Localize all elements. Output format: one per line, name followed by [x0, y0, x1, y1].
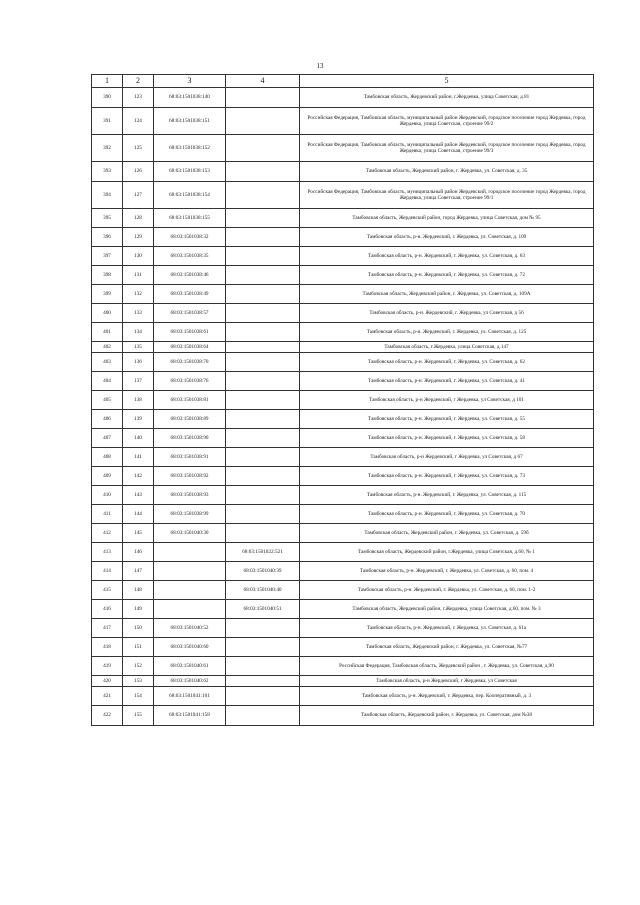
table-row [92, 600, 594, 619]
cadastral-number-cell: 68:03:1501038:49 [154, 285, 226, 304]
linked-cadastral-number-cell [226, 182, 300, 209]
table-row [92, 543, 594, 562]
linked-cadastral-number-cell [226, 524, 300, 543]
address-cell: Тамбовская область, Жердевский район, г.Жердевка, улица Советская, д.60, № 1 [300, 543, 594, 562]
linked-cadastral-number-cell [226, 706, 300, 726]
address-cell: Тамбовская область, р-н. Жердевский, г. Жердевка, ул Советская, д 56 [300, 304, 594, 323]
cadastral-number-cell: 68:03:1501038:61 [154, 323, 226, 342]
cadastral-number-cell: 68:03:1501038:154 [154, 182, 226, 209]
linked-cadastral-number-cell [226, 448, 300, 467]
table-row [92, 372, 594, 391]
table-row [92, 108, 594, 135]
sub-number-cell: 144 [123, 505, 154, 524]
table-body [92, 88, 594, 726]
linked-cadastral-number-cell [226, 247, 300, 266]
row-number-cell: 413 [92, 543, 123, 562]
row-number-cell: 411 [92, 505, 123, 524]
sub-number-cell: 140 [123, 429, 154, 448]
address-cell: Тамбовская область, р-н. Жердевский, г. Жердевка, ул. Советская, д. 109 [300, 228, 594, 247]
linked-cadastral-number-cell [226, 342, 300, 353]
sub-number-cell: 133 [123, 304, 154, 323]
row-number-cell: 400 [92, 304, 123, 323]
address-cell: Тамбовская область, р-н. Жердевский, г. Жердевка, ул. Советская, д. 70 [300, 505, 594, 524]
row-number-cell: 396 [92, 228, 123, 247]
row-number-cell: 416 [92, 600, 123, 619]
table-row [92, 676, 594, 687]
address-cell: Тамбовская область, р-н. Жердевский, г. Жердевка, ул. Советская, д. 41 [300, 372, 594, 391]
cadastral-number-cell: 68:03:1501040:61 [154, 657, 226, 676]
table-row [92, 323, 594, 342]
linked-cadastral-number-cell [226, 657, 300, 676]
address-cell: Российская Федерация, Тамбовская область, Жердевский район , г. Жердевка, ул. Советская, д.90 [300, 657, 594, 676]
address-cell: Тамбовская область, р-н Жердевский, г Жердевка, ул Советская [300, 676, 594, 687]
linked-cadastral-number-cell [226, 135, 300, 162]
cadastral-number-cell [154, 543, 226, 562]
linked-cadastral-number-cell [226, 266, 300, 285]
cadastral-number-cell: 68:03:1501038:89 [154, 410, 226, 429]
cadastral-number-cell: 68:03:1501038:99 [154, 505, 226, 524]
table-row [92, 266, 594, 285]
sub-number-cell: 145 [123, 524, 154, 543]
linked-cadastral-number-cell [226, 209, 300, 228]
table-row [92, 391, 594, 410]
sub-number-cell: 147 [123, 562, 154, 581]
cadastral-number-cell: 68:03:1501038:57 [154, 304, 226, 323]
linked-cadastral-number-cell [226, 323, 300, 342]
address-cell: Тамбовская область, Жердевский район, г. Жердевка, ул. Советская, д. 59б [300, 524, 594, 543]
table-row [92, 304, 594, 323]
cadastral-number-cell [154, 600, 226, 619]
linked-cadastral-number-cell: 68:03:1501040:40 [226, 581, 300, 600]
row-number-cell: 395 [92, 209, 123, 228]
table-row [92, 342, 594, 353]
cadastral-number-cell: 68:03:1501038:64 [154, 342, 226, 353]
table-row [92, 410, 594, 429]
address-cell: Российская Федерация, Тамбовская область, муниципальный район Жердевский, городское поселение город Жердевка, город Жердевка, улица Советская, строение 99/3 [300, 135, 594, 162]
address-cell: Тамбовская область, р-н. Жердевский, г. Жердевка, ул. Советская, д. 60, пом. 4 [300, 562, 594, 581]
sub-number-cell: 150 [123, 619, 154, 638]
address-cell: Тамбовская область, р-н Жердевский, г Жердевка, ул Советская, д 101 [300, 391, 594, 410]
row-number-cell: 390 [92, 88, 123, 108]
row-number-cell: 399 [92, 285, 123, 304]
row-number-cell: 406 [92, 410, 123, 429]
linked-cadastral-number-cell [226, 285, 300, 304]
address-cell: Тамбовская область, р-н Жердевский, г Жердевка, ул Советская, д 67 [300, 448, 594, 467]
row-number-cell: 419 [92, 657, 123, 676]
linked-cadastral-number-cell [226, 353, 300, 372]
row-number-cell: 410 [92, 486, 123, 505]
address-cell: Тамбовская область, р-н. Жердевский, г. Жердевка, пер. Кооперативный, д. 3 [300, 687, 594, 706]
linked-cadastral-number-cell [226, 391, 300, 410]
column-header: 3 [154, 75, 226, 88]
row-number-cell: 414 [92, 562, 123, 581]
table-row [92, 505, 594, 524]
row-number-cell: 402 [92, 342, 123, 353]
sub-number-cell: 130 [123, 247, 154, 266]
address-cell: Тамбовская область, р-н. Жердевский, г. Жердевка, ул. Советская, д. 60, пом. 1-2 [300, 581, 594, 600]
linked-cadastral-number-cell: 68:03:1501022:521 [226, 543, 300, 562]
table-row [92, 209, 594, 228]
sub-number-cell: 138 [123, 391, 154, 410]
cadastral-number-cell: 68:03:1501038:35 [154, 247, 226, 266]
linked-cadastral-number-cell [226, 410, 300, 429]
sub-number-cell: 151 [123, 638, 154, 657]
address-cell: Тамбовская область, Жердевский район, г.Жердевка, улица Советская, д.81 [300, 88, 594, 108]
row-number-cell: 420 [92, 676, 123, 687]
address-cell: Российская Федерация, Тамбовская область, муниципальный район Жердевский, городское поселение город Жердевка, город Жердевка, улица Советская, строение 99/1 [300, 182, 594, 209]
table-row [92, 429, 594, 448]
row-number-cell: 404 [92, 372, 123, 391]
sub-number-cell: 129 [123, 228, 154, 247]
table-header-row [92, 75, 594, 88]
sub-number-cell: 126 [123, 162, 154, 182]
row-number-cell: 394 [92, 182, 123, 209]
cadastral-number-cell: 68:03:1501038:46 [154, 266, 226, 285]
linked-cadastral-number-cell [226, 619, 300, 638]
table-row [92, 657, 594, 676]
cadastral-number-cell: 68:03:1501038:91 [154, 448, 226, 467]
linked-cadastral-number-cell: 68:03:1501040:39 [226, 562, 300, 581]
column-header: 5 [300, 75, 594, 88]
table-row [92, 638, 594, 657]
table-row [92, 353, 594, 372]
address-cell: Тамбовская область, Жердевский район, город Жердевка, улица Советская, дом № 95 [300, 209, 594, 228]
sub-number-cell: 128 [123, 209, 154, 228]
row-number-cell: 412 [92, 524, 123, 543]
cadastral-number-cell: 68:03:1501040:52 [154, 619, 226, 638]
cadastral-number-cell: 68:03:1501038:81 [154, 391, 226, 410]
address-cell: Тамбовская область, Жердевский район, г. Жердевка, ул. Советская, №77 [300, 638, 594, 657]
sub-number-cell: 154 [123, 687, 154, 706]
registry-table [91, 74, 594, 726]
table-row [92, 581, 594, 600]
table-row [92, 524, 594, 543]
address-cell: Тамбовская область, р-н. Жердевский, г. Жердевка, ул. Советская, д. 58 [300, 429, 594, 448]
sub-number-cell: 146 [123, 543, 154, 562]
linked-cadastral-number-cell [226, 486, 300, 505]
table-row [92, 135, 594, 162]
address-cell: Тамбовская область, Жердевский район, г.Жердевка, улица Советская, д.60, пом. № 3 [300, 600, 594, 619]
row-number-cell: 403 [92, 353, 123, 372]
sub-number-cell: 135 [123, 342, 154, 353]
address-cell: Тамбовская область, г.Жердевка, улица Советская, д.147 [300, 342, 594, 353]
column-header: 1 [92, 75, 123, 88]
sub-number-cell: 141 [123, 448, 154, 467]
address-cell: Тамбовская область, р-н. Жердевский, г. Жердевка, ул. Советская, д. 72 [300, 266, 594, 285]
row-number-cell: 401 [92, 323, 123, 342]
linked-cadastral-number-cell [226, 372, 300, 391]
sub-number-cell: 149 [123, 600, 154, 619]
sub-number-cell: 139 [123, 410, 154, 429]
row-number-cell: 422 [92, 706, 123, 726]
cadastral-number-cell: 68:03:1501041:101 [154, 687, 226, 706]
cadastral-number-cell [154, 581, 226, 600]
table-row [92, 486, 594, 505]
column-header: 2 [123, 75, 154, 88]
sub-number-cell: 142 [123, 467, 154, 486]
sub-number-cell: 124 [123, 108, 154, 135]
table-row [92, 247, 594, 266]
row-number-cell: 393 [92, 162, 123, 182]
sub-number-cell: 153 [123, 676, 154, 687]
linked-cadastral-number-cell [226, 304, 300, 323]
cadastral-number-cell: 68:03:1501038:76 [154, 372, 226, 391]
linked-cadastral-number-cell [226, 638, 300, 657]
table-row [92, 687, 594, 706]
address-cell: Тамбовская область, р-н. Жердевский, г. Жердевка, ул. Советская, д. 62 [300, 353, 594, 372]
row-number-cell: 391 [92, 108, 123, 135]
cadastral-number-cell: 68:03:1501040:30 [154, 524, 226, 543]
cadastral-number-cell: 68:03:1501038:140 [154, 88, 226, 108]
row-number-cell: 409 [92, 467, 123, 486]
row-number-cell: 407 [92, 429, 123, 448]
cadastral-number-cell: 68:03:1501038:151 [154, 108, 226, 135]
row-number-cell: 417 [92, 619, 123, 638]
table-row [92, 448, 594, 467]
row-number-cell: 392 [92, 135, 123, 162]
cadastral-number-cell: 68:03:1501041:158 [154, 706, 226, 726]
cadastral-number-cell: 68:03:1501038:155 [154, 209, 226, 228]
cadastral-number-cell: 68:03:1501038:92 [154, 467, 226, 486]
sub-number-cell: 125 [123, 135, 154, 162]
cadastral-number-cell: 68:03:1501038:93 [154, 486, 226, 505]
row-number-cell: 408 [92, 448, 123, 467]
address-cell: Тамбовская область, Жердевский район, г. Жердевка, ул. Советская, д. 109А [300, 285, 594, 304]
address-cell: Тамбовская область, р-н. Жердевский, г. Жердевка, ул. Советская, д. 61а [300, 619, 594, 638]
sub-number-cell: 148 [123, 581, 154, 600]
linked-cadastral-number-cell [226, 505, 300, 524]
table-row [92, 562, 594, 581]
table-row [92, 88, 594, 108]
sub-number-cell: 155 [123, 706, 154, 726]
address-cell: Тамбовская область, Жердевский район, г. Жердевка, ул. Советская, д. 35 [300, 162, 594, 182]
sub-number-cell: 127 [123, 182, 154, 209]
table-row [92, 285, 594, 304]
linked-cadastral-number-cell [226, 467, 300, 486]
sub-number-cell: 136 [123, 353, 154, 372]
table-row [92, 228, 594, 247]
row-number-cell: 421 [92, 687, 123, 706]
row-number-cell: 415 [92, 581, 123, 600]
sub-number-cell: 134 [123, 323, 154, 342]
cadastral-number-cell: 68:03:1501040:60 [154, 638, 226, 657]
cadastral-number-cell: 68:03:1501038:90 [154, 429, 226, 448]
table-row [92, 182, 594, 209]
sub-number-cell: 123 [123, 88, 154, 108]
row-number-cell: 405 [92, 391, 123, 410]
cadastral-number-cell [154, 562, 226, 581]
sub-number-cell: 137 [123, 372, 154, 391]
row-number-cell: 398 [92, 266, 123, 285]
linked-cadastral-number-cell [226, 88, 300, 108]
linked-cadastral-number-cell [226, 108, 300, 135]
linked-cadastral-number-cell [226, 687, 300, 706]
address-cell: Тамбовская область, р-н. Жердевский, г. Жердевка, ул. Советская, д. 125 [300, 323, 594, 342]
address-cell: Тамбовская область, Жердевский район, г. Жердевка, ул. Советская, дом №38 [300, 706, 594, 726]
linked-cadastral-number-cell [226, 676, 300, 687]
cadastral-number-cell: 68:03:1501038:152 [154, 135, 226, 162]
address-cell: Российская Федерация, Тамбовская область, муниципальный район Жердевский, городское поселение город Жердевка, город Жердевка, улица Советская, строение 99/2 [300, 108, 594, 135]
page-number: 13 [316, 62, 324, 70]
cadastral-number-cell: 68:03:1501038:32 [154, 228, 226, 247]
row-number-cell: 418 [92, 638, 123, 657]
address-cell: Тамбовская область, р-н. Жердевский, г. Жердевка, ул. Советская, д. 73 [300, 467, 594, 486]
sub-number-cell: 132 [123, 285, 154, 304]
linked-cadastral-number-cell [226, 162, 300, 182]
linked-cadastral-number-cell [226, 228, 300, 247]
cadastral-number-cell: 68:03:1501040:62 [154, 676, 226, 687]
address-cell: Тамбовская область, р-н. Жердевский, г. Жердевка, ул. Советская, д. 63 [300, 247, 594, 266]
sub-number-cell: 143 [123, 486, 154, 505]
sub-number-cell: 131 [123, 266, 154, 285]
table-row [92, 706, 594, 726]
table-row [92, 162, 594, 182]
column-header: 4 [226, 75, 300, 88]
linked-cadastral-number-cell [226, 429, 300, 448]
sub-number-cell: 152 [123, 657, 154, 676]
table-row [92, 467, 594, 486]
address-cell: Тамбовская область, р-н. Жердевский, г. Жердевка, ул. Советская, д. 115 [300, 486, 594, 505]
address-cell: Тамбовская область, р-н. Жердевский, г. Жердевка, ул. Советская, д. 55 [300, 410, 594, 429]
cadastral-number-cell: 68:03:1501038:70 [154, 353, 226, 372]
linked-cadastral-number-cell: 68:03:1501040:51 [226, 600, 300, 619]
row-number-cell: 397 [92, 247, 123, 266]
cadastral-number-cell: 68:03:1501038:153 [154, 162, 226, 182]
table-row [92, 619, 594, 638]
